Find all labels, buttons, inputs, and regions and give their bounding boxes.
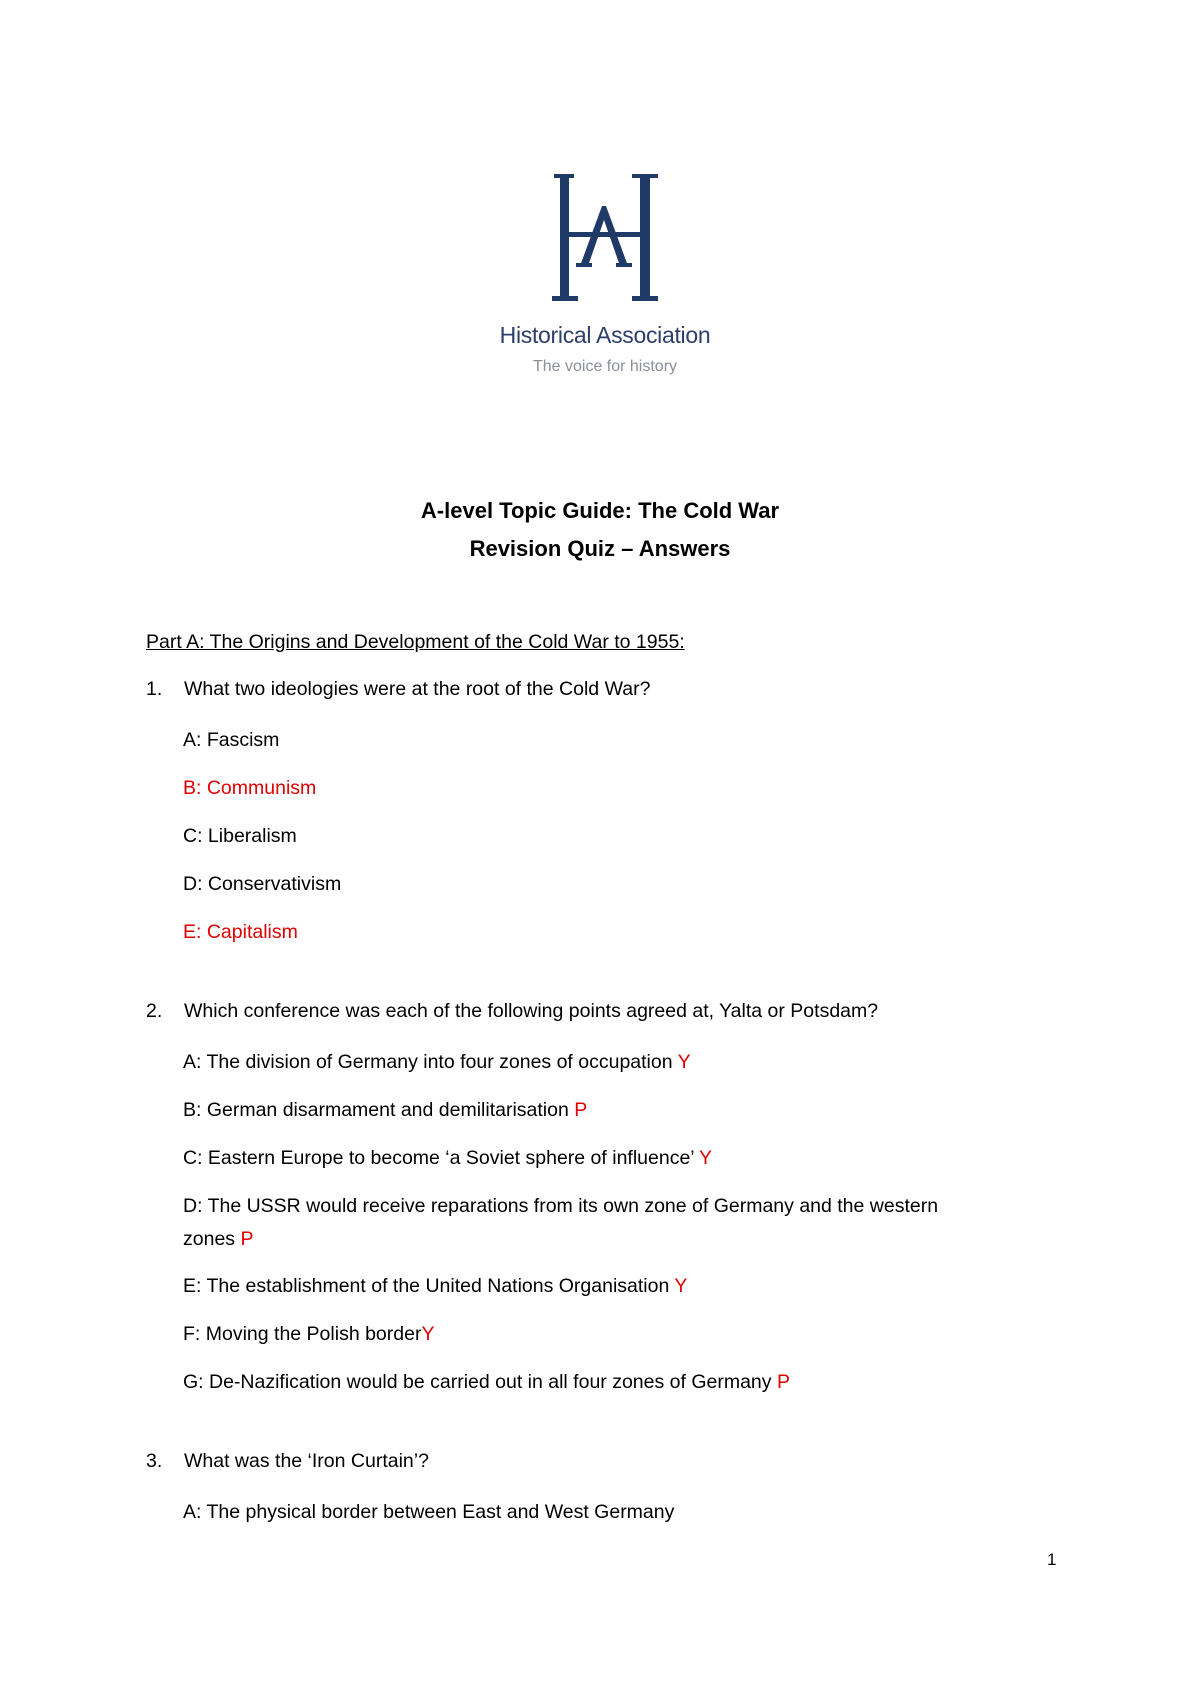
document-title: A-level Topic Guide: The Cold War [420, 498, 780, 523]
page-number: 1 [1047, 1550, 1057, 1569]
org-tagline: The voice for history [532, 358, 678, 375]
answer-mark: P [240, 1228, 254, 1250]
ha-monogram-icon [540, 170, 670, 310]
option-text: E: The establishment of the United Nations Organisation [183, 1275, 670, 1297]
question-1 [146, 678, 650, 701]
option-text: B: German disarmament and demilitarisation [183, 1099, 569, 1121]
answer-mark: Y [421, 1323, 435, 1345]
option-text: G: De-Nazification would be carried out in all four zones of Germany [183, 1371, 772, 1393]
answer-mark: Y [674, 1275, 688, 1297]
answer-mark: P [574, 1099, 588, 1121]
answer-option [183, 1046, 691, 1079]
question-3 [146, 1450, 429, 1473]
question-text: What two ideologies were at the root of the Cold War? [184, 678, 651, 700]
question-number: 2. [146, 1000, 163, 1022]
section-heading: Part A: The Origins and Development of the Cold War to 1955: [146, 631, 685, 653]
option-text: F: Moving the Polish border [183, 1323, 422, 1345]
historical-association-logo [470, 160, 740, 390]
answer-option [183, 1270, 687, 1303]
answer-mark: Y [677, 1051, 691, 1073]
answer-mark: Y [698, 1147, 712, 1169]
question-number: 3. [146, 1450, 163, 1472]
answer-option [183, 1366, 790, 1399]
question-number: 1. [146, 678, 163, 700]
answer-option-correct: B: Communism [183, 777, 317, 799]
option-text: D: The USSR would receive reparations from its own zone of Germany and the western [183, 1195, 939, 1217]
question-text: Which conference was each of the following points agreed at, Yalta or Potsdam? [184, 1000, 879, 1022]
question-text: What was the ‘Iron Curtain’? [184, 1450, 429, 1472]
answer-option: C: Liberalism [183, 825, 297, 847]
option-text-continuation: zones [183, 1228, 236, 1250]
answer-option-correct: E: Capitalism [183, 921, 298, 943]
document-titles [0, 492, 1200, 568]
answer-option: A: The physical border between East and West Germany [183, 1501, 675, 1523]
option-text: A: The division of Germany into four zones of occupation [183, 1051, 673, 1073]
answer-option: D: Conservativism [183, 873, 342, 895]
option-text: C: Eastern Europe to become ‘a Soviet sphere of influence’ [183, 1147, 694, 1169]
answer-mark: P [776, 1371, 790, 1393]
answer-option [183, 1142, 712, 1175]
document-subtitle: Revision Quiz – Answers [469, 536, 731, 561]
answer-option [183, 1190, 938, 1256]
answer-option [183, 1094, 587, 1127]
org-name: Historical Association [499, 322, 711, 348]
answer-option: A: Fascism [183, 729, 280, 751]
answer-option [183, 1318, 434, 1351]
question-2 [146, 1000, 878, 1023]
